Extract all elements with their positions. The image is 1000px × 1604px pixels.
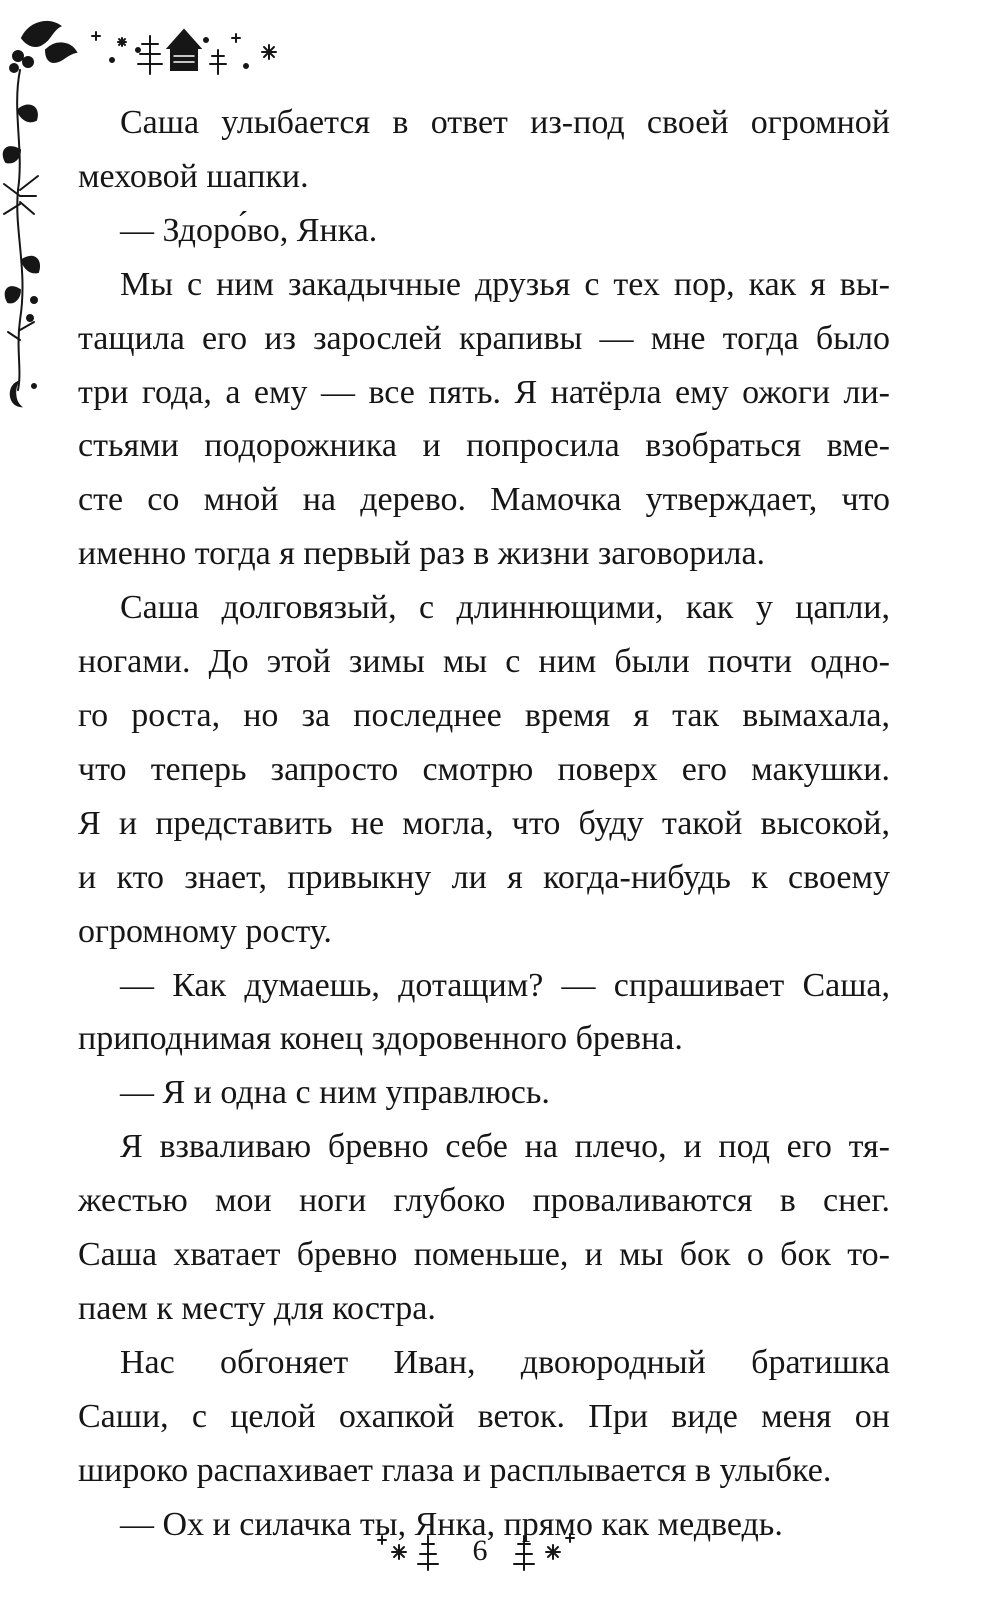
text-line: Саша хватает бревно поменьше, и мы бок о бок то- (78, 1236, 890, 1274)
text-line: Нас обгоняет Иван, двоюродный братишка (120, 1343, 890, 1381)
text-line: — Я и одна с ним управлюсь. (120, 1074, 550, 1112)
page-body (78, 96, 890, 1551)
leafy-branch-icon (4, 70, 39, 390)
text-line: именно тогда я первый раз в жизни заговорила. (78, 535, 766, 573)
text-line: Саша долговязый, с длиннющими, как у цапли, (120, 589, 890, 627)
text-line: — Ох и силачка ты, Янка, прямо как медведь. (120, 1505, 783, 1543)
pine-tree-icon (418, 1536, 438, 1570)
paragraph (78, 1336, 890, 1498)
text-line: широко распахивает глаза и расплывается в улыбке. (78, 1451, 832, 1489)
text-line: что теперь запросто смотрю поверх его макушки. (78, 750, 890, 788)
text-line: Саша улыбается в ответ из-под своей огромной (120, 104, 890, 141)
snowflake-icon (546, 1534, 574, 1559)
text-line: огромному росту. (78, 912, 332, 950)
snowflake-icon (378, 1536, 406, 1559)
text-line: паем к месту для костра. (78, 1289, 436, 1327)
text-line: Я взваливаю бревно себе на плечо, и под его тя- (120, 1128, 890, 1166)
paragraph (78, 204, 890, 258)
text-line: ногами. До этой зимы мы с ним были почти одно- (78, 643, 890, 681)
page-number: 6 (472, 1534, 488, 1567)
footer-ornament (0, 1532, 1000, 1592)
cabin-icon (168, 30, 200, 70)
paragraph (78, 1066, 890, 1120)
paragraph (78, 959, 890, 1067)
paragraph (78, 96, 890, 204)
text-line: три года, а ему — все пять. Я натёрла ему ожоги ли- (78, 373, 890, 411)
text-line: Саши, с целой охапкой веток. При виде меня он (78, 1397, 890, 1435)
text-line: сте со мной на дерево. Мамочка утверждает, что (78, 481, 890, 519)
text-line: тащила его из зарослей крапивы — мне тогда было (78, 319, 890, 357)
text-line: — Как думаешь, дотащим? — спрашивает Саша, (120, 966, 890, 1004)
text-line: Я и представить не могла, что буду такой высокой, (78, 804, 890, 842)
pine-tree-icon (514, 1536, 534, 1570)
text-line: стьями подорожника и попросила взобраться вме- (78, 427, 890, 465)
text-line: меховой шапки. (78, 157, 309, 195)
text-line: жестью мои ноги глубоко проваливаются в снег. (78, 1182, 890, 1220)
paragraph (78, 1120, 890, 1336)
holly-icon (10, 22, 76, 72)
text-line: и кто знает, привыкну ли я когда-нибудь к своему (78, 858, 890, 896)
text-line: приподнимая конец здоровенного бревна. (78, 1020, 683, 1058)
text-line: Мы с ним закадычные друзья с тех пор, как я вы- (120, 265, 890, 303)
text-line: го роста, но за последнее время я так вымахала, (78, 696, 890, 734)
paragraph (78, 258, 890, 581)
text-line: — Здоро́во, Янка. (120, 211, 378, 249)
paragraph (78, 581, 890, 958)
